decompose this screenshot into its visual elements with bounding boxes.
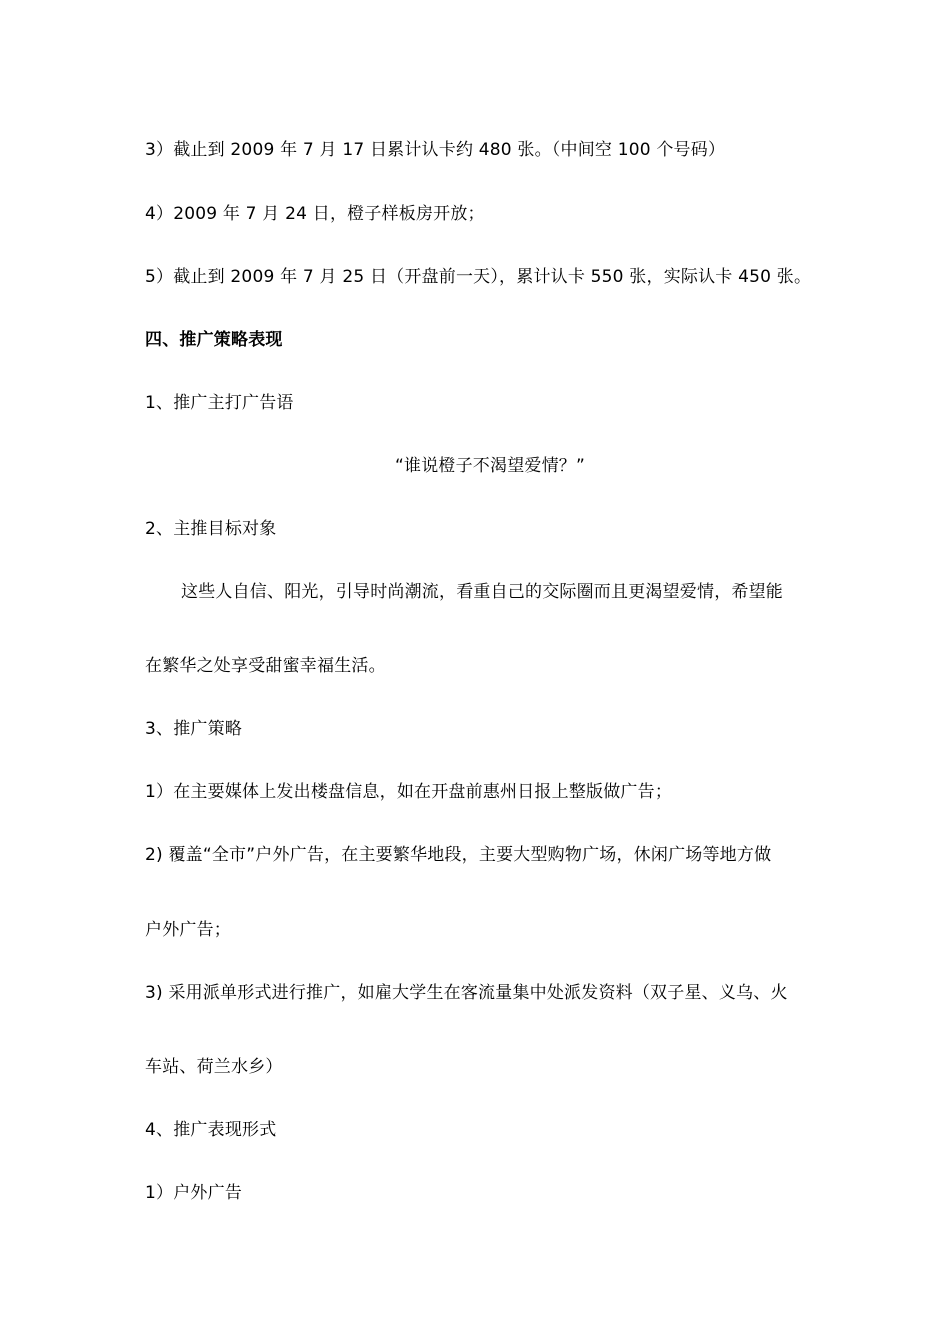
form-item-outdoor-ads: 1）户外广告 [145,1183,243,1203]
strategy-item-flyers-line-2: 车站、荷兰水乡） [145,1057,283,1077]
list-item-3-card-count: 3）截止到 2009 年 7 月 17 日累计认卡约 480 张。（中间空 100 个号码） [145,140,726,160]
paragraph-target-audience-line-2: 在繁华之处享受甜蜜幸福生活。 [145,656,386,676]
list-item-4-showroom-open: 4）2009 年 7 月 24 日，橙子样板房开放； [145,204,485,224]
subheading-target-audience: 2、主推目标对象 [145,519,277,539]
slogan-quote: “谁说橙子不渴望爱情？” [394,456,585,476]
paragraph-target-audience-line-1: 这些人自信、阳光，引导时尚潮流，看重自己的交际圈而且更渴望爱情，希望能 [181,582,783,602]
strategy-item-outdoor-line-1: 2) 覆盖“全市”户外广告，在主要繁华地段，主要大型购物广场，休闲广场等地方做 [145,845,772,865]
subheading-promotion-strategy: 3、推广策略 [145,719,243,739]
subheading-main-slogan: 1、推广主打广告语 [145,393,294,413]
strategy-item-flyers-line-1: 3) 采用派单形式进行推广，如雇大学生在客流量集中处派发资料（双子星、义乌、火 [145,983,788,1003]
subheading-promotion-forms: 4、推广表现形式 [145,1120,277,1140]
strategy-item-outdoor-line-2: 户外广告； [145,920,231,940]
section-heading-promotion-strategy: 四、推广策略表现 [145,330,283,350]
strategy-item-media: 1）在主要媒体上发出楼盘信息，如在开盘前惠州日报上整版做广告； [145,782,673,802]
list-item-5-total-cards: 5）截止到 2009 年 7 月 25 日（开盘前一天），累计认卡 550 张，实际认卡 450 张。 [145,267,812,287]
